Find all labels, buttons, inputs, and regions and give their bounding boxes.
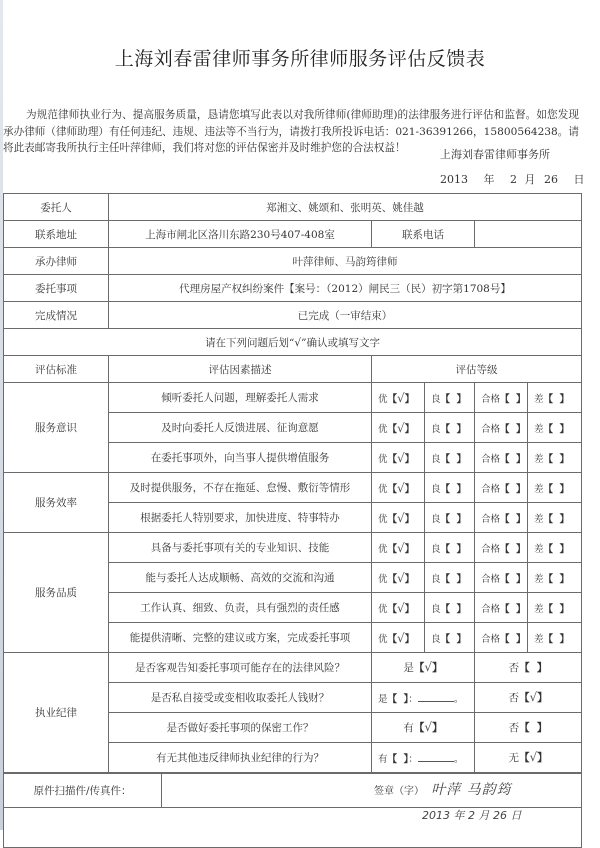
grade-pass[interactable]: 合格【 】	[475, 503, 528, 533]
client-row	[4, 194, 582, 221]
grade-excellent[interactable]: 优【√】	[372, 533, 425, 563]
header-description: 评估因素描述	[109, 356, 372, 383]
grade-good[interactable]: 良【 】	[425, 623, 475, 653]
instruction-text: 请在下列问题后划“√”确认或填写文字	[4, 329, 582, 356]
check-icon: √	[397, 570, 405, 585]
grade-excellent[interactable]: 优【√】	[372, 623, 425, 653]
check-icon: √	[424, 720, 433, 734]
item-description: 是否客观告知委托事项可能存在的法律风险？	[109, 653, 372, 683]
phone-value[interactable]	[475, 221, 582, 248]
instruction-row	[4, 329, 582, 356]
grade-excellent[interactable]: 优【√】	[372, 413, 425, 443]
grade-excellent[interactable]: 优【√】	[372, 563, 425, 593]
footer-table	[3, 773, 582, 808]
check-icon: √	[397, 510, 405, 525]
grade-poor[interactable]: 差【 】	[528, 473, 582, 503]
grade-poor[interactable]: 差【 】	[528, 593, 582, 623]
address-row	[4, 221, 582, 248]
grade-pass[interactable]: 合格【 】	[475, 563, 528, 593]
status-value[interactable]: 已完成（一审结束）	[109, 302, 582, 329]
check-icon: √	[397, 540, 405, 555]
grade-poor[interactable]: 差【 】	[528, 503, 582, 533]
status-row	[4, 302, 582, 329]
footer-value[interactable]	[162, 774, 582, 808]
document-date: 2013 年 2 月 26 日	[440, 173, 585, 186]
matter-value[interactable]: 代理房屋产权纠纷案件【案号：（2012）闸民三（民）初字第1708号】	[109, 275, 582, 302]
grade-pass[interactable]: 合格【 】	[475, 443, 528, 473]
no-option[interactable]: 否【 】	[475, 713, 582, 743]
grade-poor[interactable]: 差【 】	[528, 563, 582, 593]
item-description: 能提供清晰、完整的建议或方案，完成委托事项	[109, 623, 372, 653]
grade-excellent[interactable]: 优【√】	[372, 443, 425, 473]
grade-pass[interactable]: 合格【 】	[475, 593, 528, 623]
check-icon: √	[397, 390, 405, 405]
grade-poor[interactable]: 差【 】	[528, 533, 582, 563]
grade-poor[interactable]: 差【 】	[528, 383, 582, 413]
item-description: 能与委托人达成顺畅、高效的交流和沟通	[109, 563, 372, 593]
grade-good[interactable]: 良【 】	[425, 533, 475, 563]
grade-good[interactable]: 良【 】	[425, 473, 475, 503]
group-name: 服务效率	[4, 473, 109, 533]
item-description: 具备与委托事项有关的专业知识、技能	[109, 533, 372, 563]
yes-option[interactable]: 有【 】： 。	[372, 743, 475, 773]
grade-good[interactable]: 良【 】	[425, 443, 475, 473]
eval-row	[4, 533, 582, 563]
footer-label: 原件扫描件/传真件：	[4, 774, 162, 808]
item-description: 是否做好委托事项的保密工作？	[109, 713, 372, 743]
check-icon: √	[424, 660, 433, 674]
evaluation-form	[3, 193, 582, 848]
address-label: 联系地址	[4, 221, 109, 248]
fill-blank[interactable]	[418, 693, 454, 702]
check-icon: √	[397, 420, 405, 435]
eval-row	[4, 473, 582, 503]
no-option[interactable]: 否【√】	[475, 683, 582, 713]
item-description: 是否私自接受或变相收取委托人钱财？	[109, 683, 372, 713]
check-icon: √	[397, 480, 405, 495]
item-description: 有无其他违反律师执业纪律的行为？	[109, 743, 372, 773]
grade-excellent[interactable]: 优【√】	[372, 593, 425, 623]
check-icon: √	[397, 600, 405, 615]
lawyer-row	[4, 248, 582, 275]
grade-good[interactable]: 良【 】	[425, 383, 475, 413]
fill-blank[interactable]	[418, 753, 454, 762]
item-description: 倾听委托人问题，理解委托人需求	[109, 383, 372, 413]
header-grade: 评估等级	[372, 356, 582, 383]
yes-option[interactable]: 是【√】	[372, 653, 475, 683]
handwritten-signature: 叶萍 马韵筠	[431, 782, 512, 798]
grade-pass[interactable]: 合格【 】	[475, 383, 528, 413]
grade-good[interactable]: 良【 】	[425, 503, 475, 533]
client-value[interactable]: 郑湘文、姚颂和、张明英、姚佳越	[109, 194, 582, 221]
phone-label: 联系电话	[372, 221, 475, 248]
discipline-row	[4, 653, 582, 683]
yes-option[interactable]: 有【√】	[372, 713, 475, 743]
document-title: 上海刘春雷律师事务所律师服务评估反馈表	[114, 48, 486, 70]
group-name: 服务品质	[4, 533, 109, 653]
check-icon: √	[397, 450, 405, 465]
check-icon: √	[397, 630, 405, 645]
grade-poor[interactable]: 差【 】	[528, 623, 582, 653]
check-icon: √	[529, 690, 538, 704]
grade-good[interactable]: 良【 】	[425, 563, 475, 593]
lawyer-label: 承办律师	[4, 248, 109, 275]
grade-excellent[interactable]: 优【√】	[372, 383, 425, 413]
header-standard: 评估标准	[4, 356, 109, 383]
item-description: 在委托事项外，向当事人提供增值服务	[109, 443, 372, 473]
eval-row	[4, 383, 582, 413]
header-row	[4, 356, 582, 383]
matter-row	[4, 275, 582, 302]
intro-paragraph: 为规范律师执业行为、提高服务质量，恳请您填写此表以对我所律师(律师助理)的法律服务进行评估和监督。如您发现承办律师（律师助理）有任何违纪、违规、违法等不当行为，请拨打我所投诉电话：021-36391266，15800564238。请将此表邮寄我所执行主任叶萍律师，我们将对您的评估保密并及时维护您的合法权益！	[3, 109, 579, 154]
no-option[interactable]: 否【 】	[475, 653, 582, 683]
grade-poor[interactable]: 差【 】	[528, 413, 582, 443]
client-label: 委托人	[4, 194, 109, 221]
grade-pass[interactable]: 合格【 】	[475, 533, 528, 563]
item-description: 工作认真、细致、负责，具有强烈的责任感	[109, 593, 372, 623]
grade-excellent[interactable]: 优【√】	[372, 473, 425, 503]
firm-name: 上海刘春雷律师事务所	[440, 148, 550, 161]
status-label: 完成情况	[4, 302, 109, 329]
check-icon: √	[529, 750, 538, 764]
matter-label: 委托事项	[4, 275, 109, 302]
group-name: 执业纪律	[4, 653, 109, 773]
grade-poor[interactable]: 差【 】	[528, 443, 582, 473]
item-description: 根据委托人特别要求，加快进度、特事特办	[109, 503, 372, 533]
item-description: 及时向委托人反馈进展、征询意愿	[109, 413, 372, 443]
no-option[interactable]: 无【√】	[475, 743, 582, 773]
signoff-date: 2013 年 2 月 26 日	[422, 809, 522, 822]
item-description: 及时提供服务，不存在拖延、怠慢、敷衍等情形	[109, 473, 372, 503]
grade-good[interactable]: 良【 】	[425, 413, 475, 443]
signoff-label: 签章（字）	[374, 786, 424, 797]
grade-pass[interactable]: 合格【 】	[475, 623, 528, 653]
grade-excellent[interactable]: 优【√】	[372, 503, 425, 533]
grade-good[interactable]: 良【 】	[425, 593, 475, 623]
grade-pass[interactable]: 合格【 】	[475, 413, 528, 443]
grade-pass[interactable]: 合格【 】	[475, 473, 528, 503]
yes-option[interactable]: 是【 】： 。	[372, 683, 475, 713]
lawyer-value[interactable]: 叶萍律师、马韵筠律师	[109, 248, 582, 275]
address-value[interactable]: 上海市闸北区洛川东路230号407-408室	[109, 221, 372, 248]
group-name: 服务意识	[4, 383, 109, 473]
